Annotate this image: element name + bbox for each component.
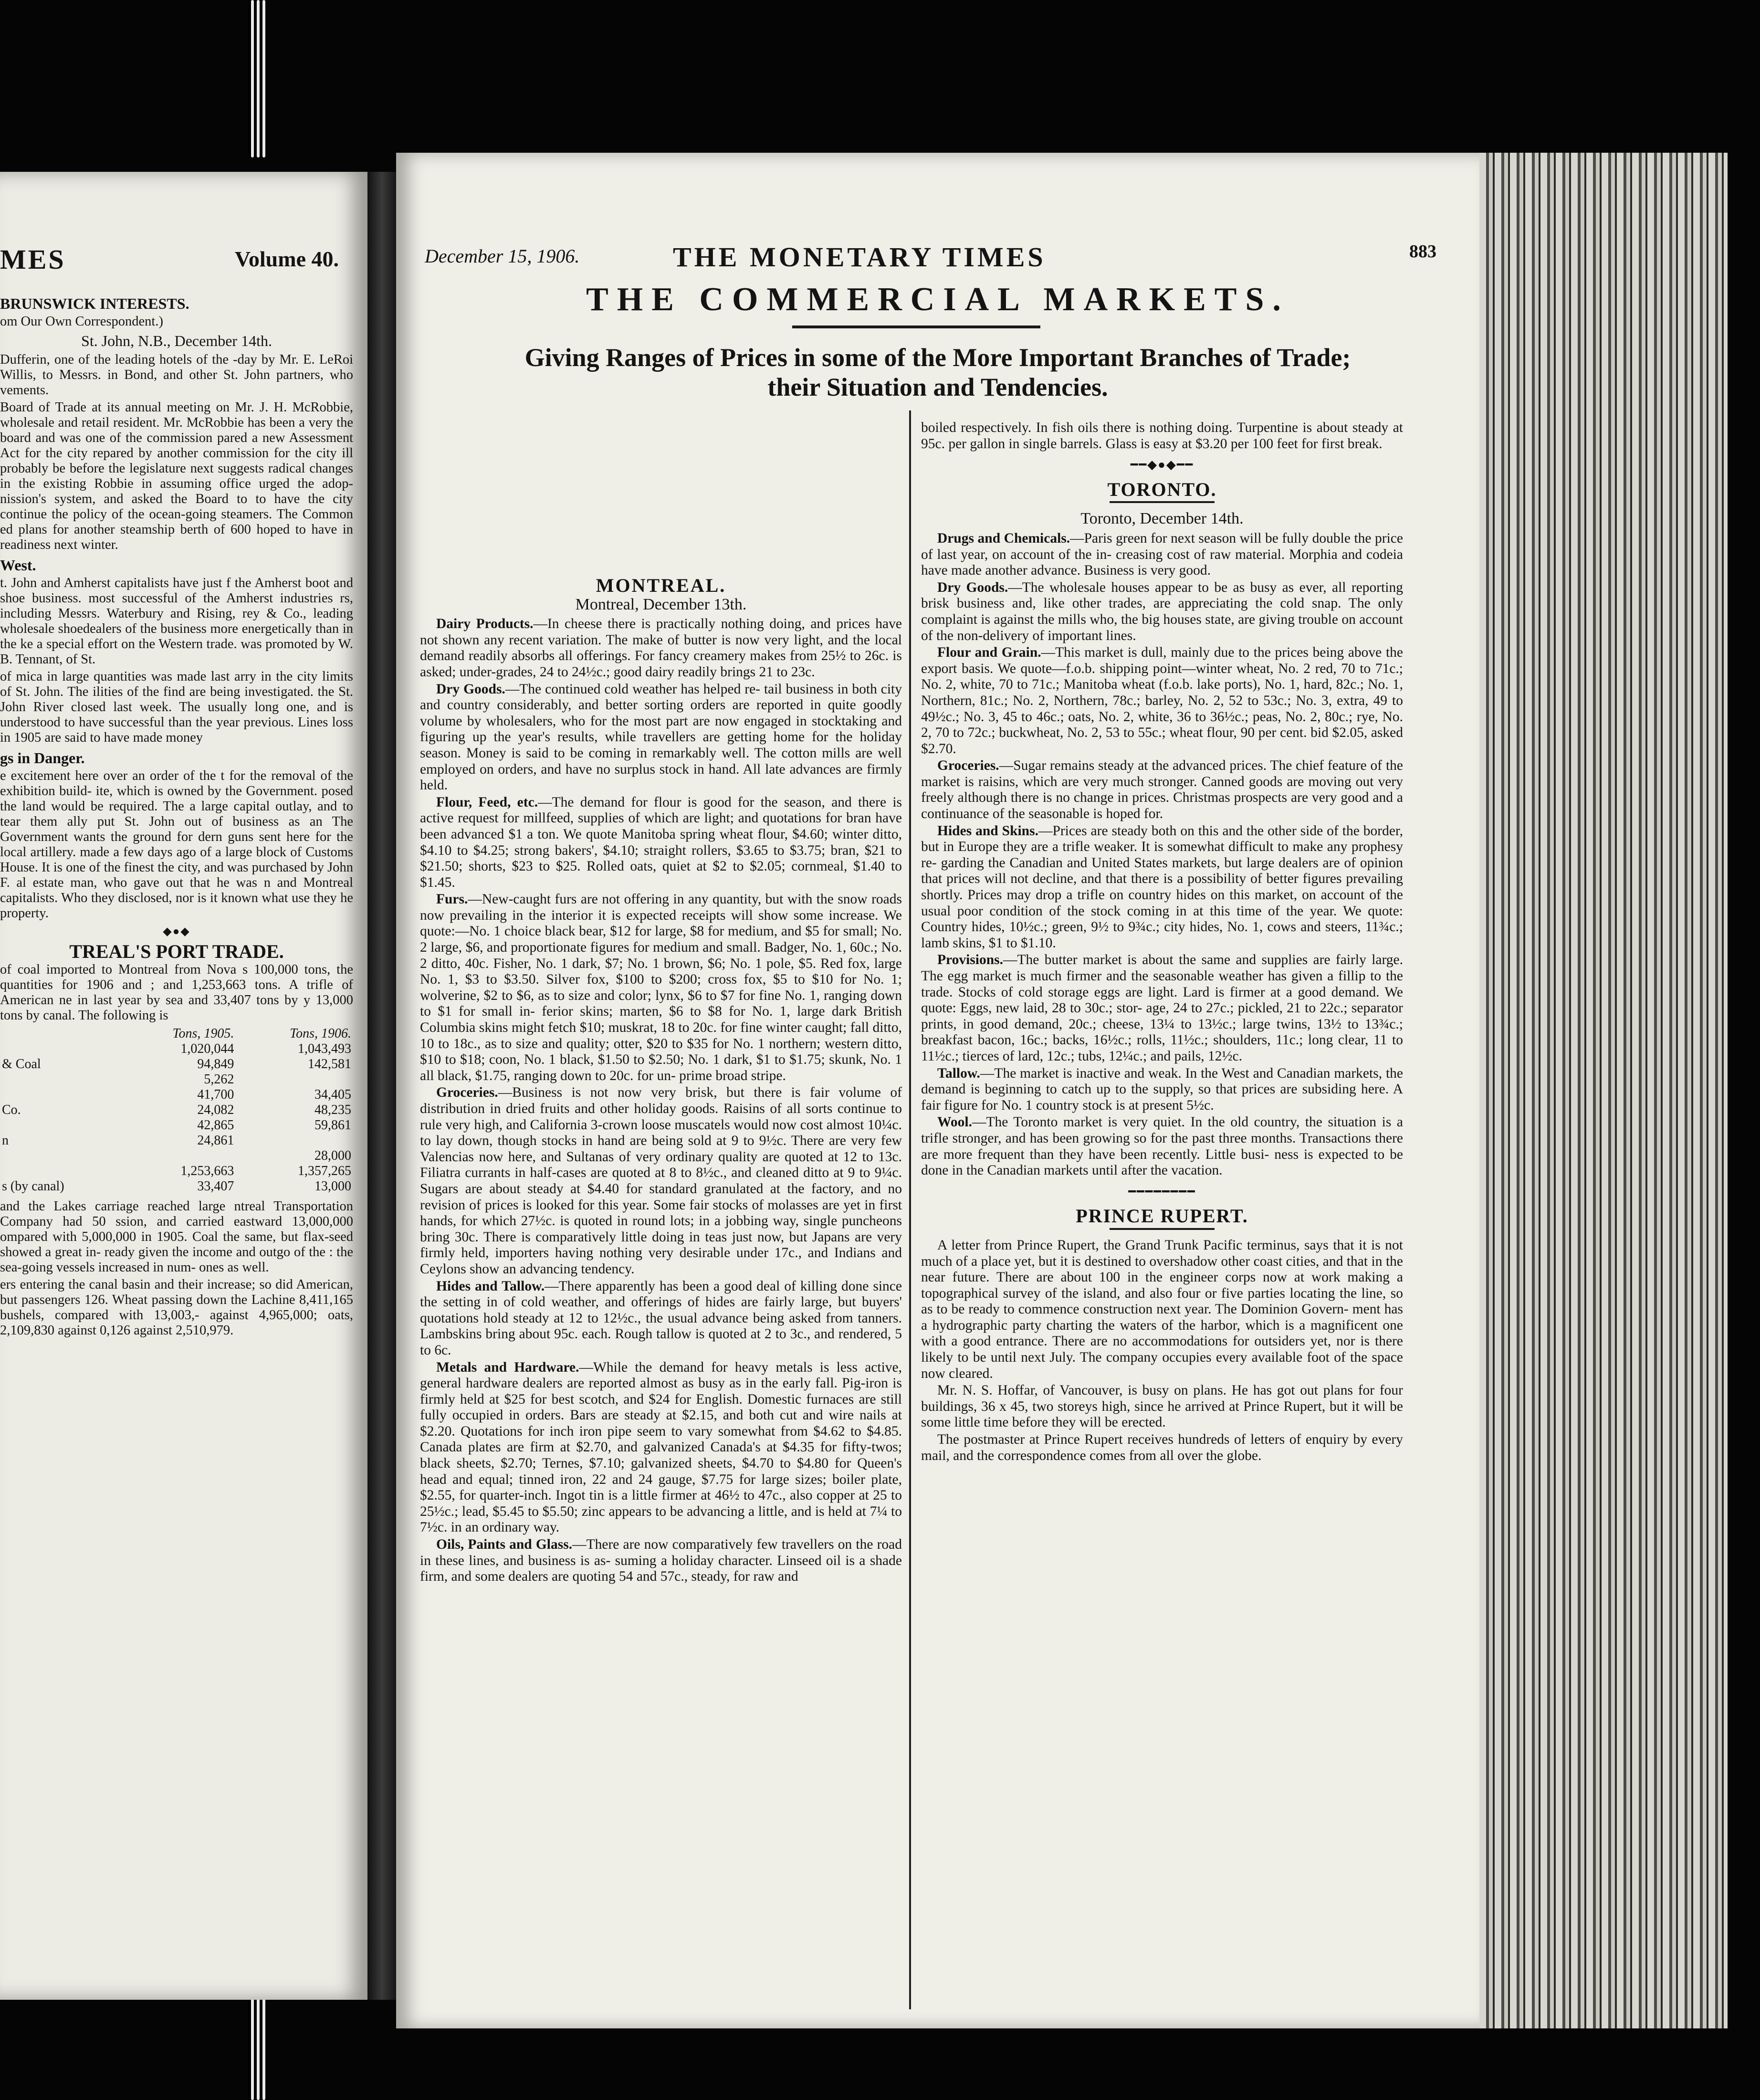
book-page-edges [1479,153,1728,2028]
table-row [0,1133,353,1148]
left-subheading: West. [0,556,36,574]
table-row [0,1057,353,1072]
table-cell: 13,000 [314,1179,351,1194]
market-heading: Oils, Paints and Glass. [436,1537,573,1553]
left-paragraph: Board of Trade at its annual meeting on Mr. J. H. McRobbie, wholesale and retail resident. Mr. McRobbie has been a very the board and was one of the commission pared a new Assessment Act for the city repared by another commission for the city ill probably be before the legislature next suggests radical changes in the existing Robbie in assuming office urged the adop- nission's system, and asked the Board to to have the city continue the policy of the ocean-going steamers. The Common ed plans for another steamship berth of 600 hoped to have in readiness next winter. [0,400,353,552]
table-cell: s (by canal) [2,1179,64,1194]
subtitle-line: Giving Ranges of Prices in some of the More Important Branches of Trade; [524,343,1351,372]
issue-date: December 15, 1906. [425,245,580,267]
running-head [425,241,1436,274]
table-cell [0,1072,119,1087]
table-header: Tons, 1906. [290,1026,351,1041]
market-heading: Wool. [937,1114,972,1130]
market-paragraph [921,531,1403,579]
ornament-divider: ━━━━━━━━ [1128,1184,1196,1198]
market-heading: Drugs and Chemicals. [937,530,1070,546]
table-row [0,1148,353,1164]
section-title: THE COMMERCIAL MARKETS. [586,281,1289,318]
table-cell [0,1164,119,1179]
coal-tonnage-table [0,1026,353,1194]
market-heading: Hides and Tallow. [436,1278,545,1294]
market-heading: Furs. [436,892,468,907]
table-cell: 5,262 [204,1072,234,1087]
article-paragraph: The postmaster at Prince Rupert receives hundreds of letters of enquiry by every mail, and the correspondence comes from all over the globe. [921,1432,1403,1463]
ornament-divider: ━━◆●◆━━ [1130,458,1194,472]
market-text: —This market is dull, mainly due to the prices being above the export basis. We quote—f.o.b. shipping point—winter wheat, No. 2 red, 70 to 71c.; No. 2, white, 70 to 71c.; Manitoba wheat (f.o.b. lake ports), No. 1, hard, 82c.; No. 1, Northern, 81c.; No. 2, Northern, 78c.; barley, No. 2, 52 to 53c.; No. 3, extra, 49 to 49½c.; No. 3, 45 to 46c.; oats, No. 2, white, 36 to 36½c.; peas, No. 2, 80c.; rye, No. 2, 70 to 72c.; buckwheat, No. 2, 53 to 55c.; wheat flour, 90 per cent. bid $2.05, asked $2.70. [921,645,1404,756]
market-heading: Flour, Feed, etc. [436,794,538,810]
market-text: —The continued cold weather has helped re- tail business in both city and country considerably, and better sorting orders are reported in quite goodly volume by wholesalers, who for the most part are now engaged in stocktaking and figuring up the year's results, while travellers are getting home for the holiday season. Money is said to be coming in remarkably well. The cotton mills are well employed on orders, and have no surplus stock in hand. All late advances are firmly held. [420,681,902,793]
volume-label: Volume 40. [234,247,339,271]
table-cell [0,1148,119,1164]
table-header [0,1026,119,1041]
toronto-heading: TORONTO. [1107,478,1217,500]
left-dateline: St. John, N.B., December 14th. [81,332,272,349]
table-cell: 142,581 [308,1057,351,1071]
book-gutter [367,172,396,2000]
left-masthead-fragment: MES [0,244,66,275]
left-subheading: gs in Danger. [0,749,85,766]
table-cell: 41,700 [197,1087,234,1102]
film-strip-top [248,0,267,158]
market-text: —The Toronto market is very quiet. In the old country, the situation is a trifle stronger, and has been growing so for the past three months. Transactions there are more frequent than they have been recently. Little busi- ness is expected to be done in the Canadian markets until after the vacation. [921,1114,1403,1178]
market-paragraph [420,1537,902,1585]
market-heading: Dry Goods. [436,681,505,697]
market-heading: Groceries. [937,758,999,774]
subtitle-line: their Situation and Tendencies. [767,373,1108,401]
market-paragraph [921,758,1403,822]
left-paragraph: ers entering the canal basin and their increase; so did American, but passengers 126. Wheat passing down the Lachine 8,411,165 bushels, compared with 13,003,- against 4,965,000; oats, 2,109,830 against 0,126 against 2,510,979. [0,1277,353,1338]
left-page [0,172,367,2000]
page-number: 883 [1409,242,1436,262]
market-text: —There are now comparatively few travellers on the road in these lines, and business is as- suming a holiday character. Linseed oil is a shade firm, and some dealers are quoting 54 and 57c., steady, for raw and [420,1537,902,1585]
left-paragraph: e excitement here over an order of the t for the removal of the exhibition build- ite, which is owned by the Government. posed the land would be required. The a large capital outlay, and to tear them ally put St. John out of business as an The Government wants the ground for dern guns sent here for the local artillery. made a few days ago of a large block of Customs House. It is one of the finest the city, and was purchased by John F. al estate man, who gave out that he was n and Montreal capitalists. Who they disclosed, nor is it known what use they he property. [0,768,353,921]
market-heading: Dry Goods. [937,579,1008,595]
table-cell: 1,020,044 [180,1041,234,1056]
left-byline: om Our Own Correspondent.) [0,314,163,329]
left-running-head [0,243,344,277]
table-row [0,1072,353,1087]
table-cell: 59,861 [314,1118,351,1133]
market-text: —The wholesale houses appear to be as busy as ever, all reporting brisk business and, like other trades, are appreciating the cold snap. The only complaint is against the mills who, the big houses state, are giving trouble on account of the non-delivery of important lines. [921,579,1404,643]
table-cell [119,1148,236,1164]
left-paragraph: Dufferin, one of the leading hotels of the -day by Mr. E. LeRoi Willis, to Messrs. in Bond, and other St. John partners, who vements. [0,352,353,398]
film-perforation [251,0,254,158]
table-header-row [0,1026,353,1041]
market-text: —New-caught furs are not offering in any quantity, but with the snow roads now prevailing in the interior it is expected receipts will show some increase. We quote:—No. 1 choice black bear, $12 for large, $8 for medium, and $5 for small; No. 2 large, $6, and proportionate figures for medium and small. Badger, No. 1, 60c.; No. 2 ditto, 40c. Fisher, No. 1 dark, $7; No. 1 brown, $6; No. 1 pole, $5. Red fox, large No. 1, $3 to $3.50. Silver fox, $100 to $200; cross fox, $5 to $10 for No. 1; wolverine, $2 to $6, as to size and color; lynx, $6 to $7 for fine No. 1, ranging down to $1 for small in- ferior skins; marten, $6 to $8 for No. 1, large dark British Columbia skins might fetch $10; muskrat, 18 to 20c. for fine winter caught; fall ditto, 10 to 18c., as to size and quality; otter, $20 to $35 for No. 1 northern; western ditto, $10 to $18; coon, No. 1 black, $1.50 to $2.50; No. 1 dark, $1 to $1.75; skunk, No. 1 all black, $1.75, ranging down to 20c. for un- prime broad stripe. [420,892,902,1083]
market-heading: Groceries. [436,1085,498,1101]
left-subheading: TREAL'S PORT TRADE. [69,941,284,962]
market-text: —While the demand for heavy metals is less active, general hardware dealers are reported almost as busy as in the early fall. Pig-iron is firmly held at $25 for best scotch, and $24 for English. Domestic furnaces are still fully occupied in orders. Bars are steady at $2.15, and both cut and wire nails at $2.20. Quotations for inch iron pipe seem to vary somewhat from $4.62 to $4.85. Canada plates are firm at $2.70, and galvanized Canada's at $4.35 for fifty-twos; black sheets, $2.70; Ternes, $7.10; galvanized sheets, $4.70 to $4.80 for Queen's head and equal; tinned iron, 22 and 24 gauge, $7.75 for large sizes; boiler plate, $2.55, for quarter-inch. Ingot tin is a little firmer at 46½ to 47c., also copper at 25 to 25½c.; lead, $5.45 to $5.50; zinc appears to be advancing a little, and is held at 7¼ to 7½c. in an ordinary way. [420,1359,902,1535]
market-paragraph [420,1085,902,1277]
market-paragraph [921,1066,1403,1114]
market-text: —The demand for flour is good for the season, and there is active request for millfeed, supplies of which are light; and quotations for bran have been advanced $1 a ton. We quote Manitoba spring wheat flour, $4.60; winter ditto, $4.10 to $4.25; strong bakers', $4.10; straight rollers, $3.65 to $3.75; bran, $21 to $21.50; shorts, $23 to $25. Rolled oats, quiet at $2 to $2.05; cornmeal, $1.40 to $1.45. [420,794,902,890]
market-paragraph [921,580,1403,644]
table-cell: Co. [2,1102,21,1117]
table-cell: 24,861 [197,1133,234,1148]
column-right [921,420,1403,1465]
table-row [0,1164,353,1179]
table-cell: 1,043,493 [298,1041,351,1056]
market-text: —Business is not now very brisk, but there is fair volume of distribution in dried fruits and other holiday goods. Raisins of all sorts continue to rule very high, and California 3-crown loose muscatels would now cost almost 10¼c. to lay down, though stocks in hand are being sold at 9 to 9½c. There are very few Valencias now here, and Sultanas of very ordinary quality are quoted at 12 to 13c. Filiatra currants in half-cases are quoted at 8 to 8½c., and cleaned ditto at 9 to 9¼c. Sugars are about steady at $4.40 for standard granulated at the factory, and no revision of prices is looked for this year. Some fair stocks of molasses are yet in first hands, for which 27½c. is quoted in round lots; in a jobbing way, single puncheons bring 30c. There is comparatively little doing in teas just now, but Japans are very firmly held, importers having nothing very desirable under 17c., and Indians and Ceylons show an advancing tendency. [420,1085,902,1277]
section-subtitle [396,343,1479,402]
market-text: —There apparently has been a good deal of killing done since the setting in of cold weather, and offerings of hides are fairly large, but buyers' quotations hold steady at 12 to 12½c., the usual advance being asked from tanners. Lambskins bring about 95c. each. Rough tallow is quoted at 2 to 3c., and rendered, 5 to 6c. [420,1278,902,1358]
ornament-divider: ◆●◆ [163,925,190,938]
market-paragraph [921,823,1403,952]
market-paragraph [921,952,1403,1064]
table-cell [0,1118,119,1133]
table-row [0,1087,353,1102]
heading-rule [1110,501,1215,503]
montreal-dateline: Montreal, December 13th. [575,595,747,613]
market-text: —Sugar remains steady at the advanced prices. The chief feature of the market is raisins, which are very much stronger. Canned goods are moving out very freely although there is no change in prices. Christmas prospects are very good and a continuance of the seasonable is hoped for. [921,758,1403,822]
market-heading: Hides and Skins. [937,823,1038,839]
montreal-heading: MONTREAL. [596,575,726,596]
left-article [0,291,353,1340]
table-cell [236,1133,353,1148]
table-row [0,1179,353,1194]
market-text: —Prices are steady both on this and the other side of the border, but in Europe they are a trifle weaker. It is somewhat difficult to make any prophesy re- garding the Canadian and United States markets, but large dealers are of opinion that prices will not decline, and that there is a possibility of better figures prevailing shortly. Prices may drop a trifle on country hides on this market, on account of the usual poor condition of the stock coming in at this time of the year. We quote: Country hides, 10½c.; green, 9½ to 9¾c.; city hides, No. 1, cows and steers, 11¾c.; lamb skins, $1 to $1.10. [921,823,1403,951]
table-cell: 1,253,663 [180,1164,234,1178]
table-cell: & Coal [2,1057,41,1071]
table-cell: 42,865 [197,1118,234,1133]
market-text: —The butter market is about the same and supplies are fairly large. The egg market is much firmer and the seasonable weather has given a fillip to the trade. Stocks of cold storage eggs are light. Lard is firmer at a good demand. We quote: Eggs, new laid, 28 to 30c.; stor- age, 24 to 27c.; pickled, 21 to 22c.; separator prints, in good demand, 20c.; cheese, 13¼ to 13½c.; large twins, 13½ to 13¾c.; breakfast bacon, 16c.; backs, 16½c.; rolls, 11½c.; shoulders, 11c.; long clear, 11 to 11½c.; tierces of lard, 12c.; tubs, 12¼c.; and pails, 12½c. [921,952,1403,1064]
article-paragraph: Mr. N. S. Hoffar, of Vancouver, is busy on plans. He has got out plans for four buildings, 36 x 45, two storeys high, since he arrived at Prince Rupert, but it will be some little time before they will be erected. [921,1383,1403,1430]
left-paragraph: of mica in large quantities was made last arry in the city limits of St. John. The ilities of the find are being investigated. the St. John River closed last week. The usually long one, and is understood to have successful than the year previous. Lines loss in 1905 are said to have made money [0,669,353,745]
table-row [0,1118,353,1133]
table-cell: 48,235 [314,1102,351,1117]
market-paragraph [420,1279,902,1359]
table-cell: 1,357,265 [298,1164,351,1178]
market-paragraph [420,892,902,1084]
left-paragraph: of coal imported to Montreal from Nova s 100,000 tons, the quantities for 1906 and ; and 1,253,663 tons. A trifle of American ne in last year by sea and 33,407 tons by y 13,000 tons by canal. The following is [0,962,353,1023]
market-paragraph [921,1114,1403,1178]
column-left [420,420,902,1586]
market-paragraph: boiled respectively. In fish oils there is nothing doing. Turpentine is about steady at 95c. per gallon in single barrels. Glass is easy at $3.20 per 100 feet for first break. [921,420,1403,452]
main-page [396,153,1479,2028]
market-heading: Provisions. [937,952,1003,968]
left-paragraph: t. John and Amherst capitalists have just f the Amherst boot and shoe business. most successful of the Amherst industries rs, including Messrs. Waterbury and Rising, rey & Co., leading wholesale shoedealers of the business more energetically than in the ke a special effort on the Western trade. was promoted by W. B. Tennant, of St. [0,576,353,667]
title-rule [792,326,1040,328]
table-row [0,1041,353,1057]
market-paragraph [420,1360,902,1536]
market-heading: Dairy Products. [436,616,534,632]
market-paragraph [420,616,902,680]
left-section-title: BRUNSWICK INTERESTS. [0,295,189,312]
prince-rupert-heading: PRINCE RUPERT. [1076,1205,1248,1227]
masthead: THE MONETARY TIMES [673,242,1046,273]
table-cell [0,1041,119,1057]
table-row [0,1102,353,1118]
table-cell: 94,849 [197,1057,234,1071]
film-perforation [257,0,260,158]
table-cell: 28,000 [314,1148,351,1163]
market-text: —Paris green for next season will be fully double the price of last year, on account of the in- creasing cost of raw material. Morphia and codeia have made another advance. Business is very good. [921,530,1403,578]
market-heading: Tallow. [937,1065,980,1081]
table-cell: 34,405 [314,1087,351,1102]
market-paragraph [420,682,902,794]
market-heading: Flour and Grain. [937,645,1041,661]
table-header: Tons, 1905. [172,1026,234,1041]
market-text: —In cheese there is practically nothing doing, and prices have not shown any recent variation. The make of butter is now very light, and the local demand readily absorbs all offerings. For fancy creamery makes from 25½ to 26c. is asked; under-grades, 24 to 24½c.; good dairy readily brings 21 to 23c. [420,616,902,680]
film-perforation [262,0,265,158]
market-heading: Metals and Hardware. [436,1359,579,1375]
table-cell: n [2,1133,9,1148]
left-paragraph: and the Lakes carriage reached large ntreal Transportation Company had 50 ssion, and carried eastward 13,000,000 ompared with 5,000,000 in 1905. Coal the same, but flax-seed showed a great in- ready given the income and outgo of the : the sea-going vessels increased in num- ones as well. [0,1199,353,1275]
market-paragraph [921,645,1403,757]
heading-rule [1110,1228,1215,1230]
market-paragraph [420,795,902,891]
table-cell: 33,407 [197,1179,234,1194]
article-paragraph: A letter from Prince Rupert, the Grand Trunk Pacific terminus, says that it is not much of a place yet, but it is destined to overshadow other coast cities, and that in the near future. There are about 100 in the engineer corps now at work making a topographical survey of the island, and also four or five parties locating the line, so as to be ready to commence construction next year. The Dominion Govern- ment has a hydrographic party charting the waters of the harbor, which is a magnificent one with a good entrance. There are no accommodations for outsiders yet, nor is there likely to be until next July. The company occupies every available foot of the space now cleared. [921,1237,1403,1381]
column-rule [909,410,911,2009]
table-cell [0,1087,119,1102]
table-cell: 24,082 [197,1102,234,1117]
table-cell [236,1072,353,1087]
market-text: —The market is inactive and weak. In the West and Canadian markets, the demand is beginning to catch up to the supply, so that prices are subsiding here. A fair figure for No. 1 country stock is at present 5½c. [921,1065,1403,1113]
toronto-dateline: Toronto, December 14th. [1080,510,1244,528]
